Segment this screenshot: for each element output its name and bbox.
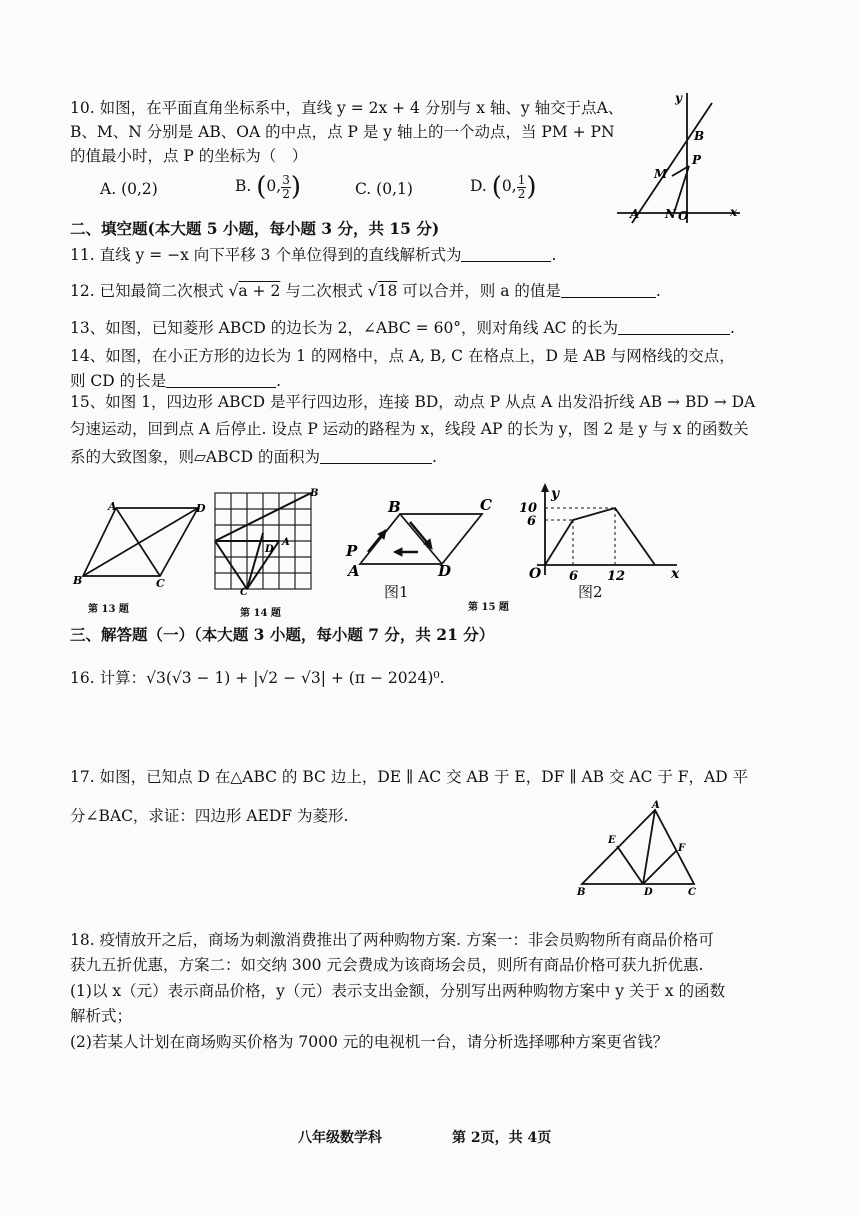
q10-figure bbox=[612, 88, 747, 226]
q12-text-c: 可以合并，则 a 的值是 bbox=[402, 282, 561, 300]
fig15-figure1-label: 图1 bbox=[384, 583, 409, 601]
fig15-figure1 bbox=[340, 494, 500, 584]
q14-text: 则 CD 的长是 bbox=[70, 372, 167, 390]
q13: 13、如图，已知菱形 ABCD 的边长为 2，∠ABC = 60°，则对角线 AC 的长为 . bbox=[70, 319, 735, 337]
fig14-grid bbox=[210, 488, 320, 596]
q10-option-b-x: 0, bbox=[266, 177, 282, 195]
fig15b-tick-10: 10 bbox=[519, 501, 538, 516]
q10-option-a bbox=[100, 180, 158, 198]
fig13-rhombus bbox=[68, 490, 208, 590]
fig17-label-c: C bbox=[688, 887, 696, 898]
section-3-heading: 三、解答题（一）（本大题 3 小题，每小题 7 分，共 21 分） bbox=[70, 625, 495, 644]
q11-text: 11. 直线 y = −x 向下平移 3 个单位得到的直线解析式为 bbox=[70, 246, 462, 264]
fig15-graph-curve bbox=[545, 508, 655, 565]
fig13-caption: 第 13 题 bbox=[88, 604, 129, 615]
fig15b-tick-x12: 12 bbox=[607, 569, 626, 584]
q10-label-a: A bbox=[630, 207, 640, 221]
fig14-label-d: D bbox=[265, 544, 274, 555]
q12-text-a: 12. 已知最简二次根式 bbox=[70, 282, 224, 300]
q13-text: 13、如图，已知菱形 ABCD 的边长为 2，∠ABC = 60°，则对角线 AC 的长为 bbox=[70, 319, 618, 337]
q10-label-n: N bbox=[665, 207, 676, 221]
q10-line3: 的值最小时，点 P 的坐标为（ ） bbox=[70, 147, 308, 165]
q14-line2: 则 CD 的长是 . bbox=[70, 372, 282, 390]
fig17-label-b: B bbox=[577, 887, 586, 898]
q12-radicand-2: 18 bbox=[377, 282, 398, 300]
q17-line2: 分∠BAC，求证：四边形 AEDF 为菱形. bbox=[70, 807, 349, 825]
fig15b-label-y: y bbox=[551, 486, 560, 502]
fig15b-label-o: O bbox=[529, 566, 542, 582]
q10-label-b: B bbox=[694, 129, 705, 143]
fig17-label-e: E bbox=[608, 835, 616, 846]
fig13-label-a: A bbox=[108, 500, 117, 513]
fig17-label-a: A bbox=[652, 800, 660, 811]
fig15a-label-b: B bbox=[388, 498, 401, 516]
fig14-label-a: A bbox=[282, 537, 290, 548]
q10-option-b-label: B. bbox=[235, 177, 252, 195]
fig15-figure2-label: 图2 bbox=[578, 583, 603, 601]
q10-option-d-fraction: $\frac{1}{2}$ bbox=[517, 172, 526, 201]
q10-option-a-value: (0,2) bbox=[121, 180, 158, 198]
q18-line5: (2)若某人计划在商场购买价格为 7000 元的电视机一台，请分析选择哪种方案更省钱？ bbox=[70, 1033, 669, 1051]
q15-line3: 系的大致图象，则▱ABCD 的面积为 . bbox=[70, 448, 437, 466]
fig15-figure2-graph bbox=[505, 480, 685, 590]
footer-page-number: 第 2页，共 4页 bbox=[452, 1130, 552, 1146]
q10-option-c-label: C. bbox=[355, 180, 372, 198]
fig15b-tick-6: 6 bbox=[527, 514, 537, 529]
q10-label-m: M bbox=[654, 167, 668, 181]
fig17-triangle bbox=[572, 798, 707, 898]
fig17-label-d: D bbox=[644, 887, 653, 898]
q10-line1: 10. 如图，在平面直角坐标系中，直线 y = 2x + 4 分别与 x 轴、y 轴交于点A、 bbox=[70, 99, 624, 117]
q10-option-b-fraction: $\frac{3}{2}$ bbox=[282, 172, 290, 201]
fig14-caption: 第 14 题 bbox=[240, 608, 281, 619]
fig13-label-c: C bbox=[156, 577, 165, 590]
q10-label-y: y bbox=[675, 91, 682, 105]
q11: 11. 直线 y = −x 向下平移 3 个单位得到的直线解析式为 . bbox=[70, 246, 557, 264]
footer-subject: 八年级数学科 bbox=[298, 1130, 382, 1146]
q15-line2: 匀速运动，回到点 A 后停止. 设点 P 运动的路程为 x，线段 AP 的长为 y，图 2 是 y 与 x 的函数关 bbox=[70, 420, 749, 438]
q18-line4: 解析式； bbox=[70, 1007, 133, 1025]
q15-text: 系的大致图象，则▱ABCD 的面积为 bbox=[70, 448, 321, 466]
q18-line2: 获九五折优惠，方案二：如交纳 300 元会费成为该商场会员，则所有商品价格可获九折优惠. bbox=[70, 956, 704, 974]
q14-line1: 14、如图，在小正方形的边长为 1 的网格中，点 A, B, C 在格点上，D 是 AB 与网格线的交点， bbox=[70, 347, 735, 365]
q10-option-d: D. (0, $\frac{1}{2}$ ) bbox=[470, 172, 537, 202]
q15-line1: 15、如图 1，四边形 ABCD 是平行四边形，连接 BD，动点 P 从点 A 出发沿折线 AB → BD → DA bbox=[70, 393, 756, 411]
q10-label-x: x bbox=[730, 205, 738, 219]
q10-line2: B、M、N 分别是 AB、OA 的中点，点 P 是 y 轴上的一个动点，当 PM + PN bbox=[70, 123, 615, 141]
fig15a-label-d: D bbox=[438, 562, 452, 580]
q10-option-c-value: (0,1) bbox=[376, 180, 413, 198]
fig15b-tick-x6: 6 bbox=[569, 569, 579, 584]
fig15a-label-c: C bbox=[480, 496, 492, 514]
fig15a-label-a: A bbox=[348, 562, 360, 580]
fig15-caption: 第 15 题 bbox=[468, 602, 509, 613]
fig15b-label-x: x bbox=[671, 566, 680, 582]
q10-option-d-x: 0, bbox=[501, 177, 517, 195]
q18-line1: 18. 疫情放开之后，商场为刺激消费推出了两种购物方案. 方案一：非会员购物所有商品价格可 bbox=[70, 931, 714, 949]
q18-line3: (1)以 x（元）表示商品价格，y（元）表示支出金额，分别写出两种购物方案中 y 关于 x 的函数 bbox=[70, 982, 726, 1000]
fig13-label-d: D bbox=[196, 502, 206, 515]
q10-option-c bbox=[355, 180, 413, 198]
fig14-label-c: C bbox=[240, 587, 248, 598]
q17-line1: 17. 如图，已知点 D 在△ABC 的 BC 边上，DE ∥ AC 交 AB 于 E，DF ∥ AB 交 AC 于 F，AD 平 bbox=[70, 768, 749, 786]
q12-radicand-1: a + 2 bbox=[238, 282, 281, 300]
fig14-label-b: B bbox=[310, 488, 319, 499]
q12-text-b: 与二次根式 bbox=[285, 282, 363, 300]
fig15a-label-p: P bbox=[346, 542, 358, 560]
q10-option-d-label: D. bbox=[470, 177, 487, 195]
section-2-heading: 二、填空题(本大题 5 小题，每小题 3 分，共 15 分) bbox=[70, 219, 440, 238]
q10-option-a-label: A. bbox=[100, 180, 117, 198]
fig17-label-f: F bbox=[678, 843, 686, 854]
q10-label-o: O bbox=[678, 209, 689, 223]
q16: 16. 计算：√3(√3 − 1) + |√2 − √3| + (π − 2024)⁰. bbox=[70, 669, 445, 687]
q10-label-p: P bbox=[692, 153, 702, 167]
fig13-label-b: B bbox=[73, 574, 83, 587]
q12: 12. 已知最简二次根式 √a + 2 与二次根式 √18 可以合并，则 a 的值是 . bbox=[70, 282, 661, 300]
q10-option-b: B. (0, $\frac{3}{2}$ ) bbox=[235, 172, 302, 202]
